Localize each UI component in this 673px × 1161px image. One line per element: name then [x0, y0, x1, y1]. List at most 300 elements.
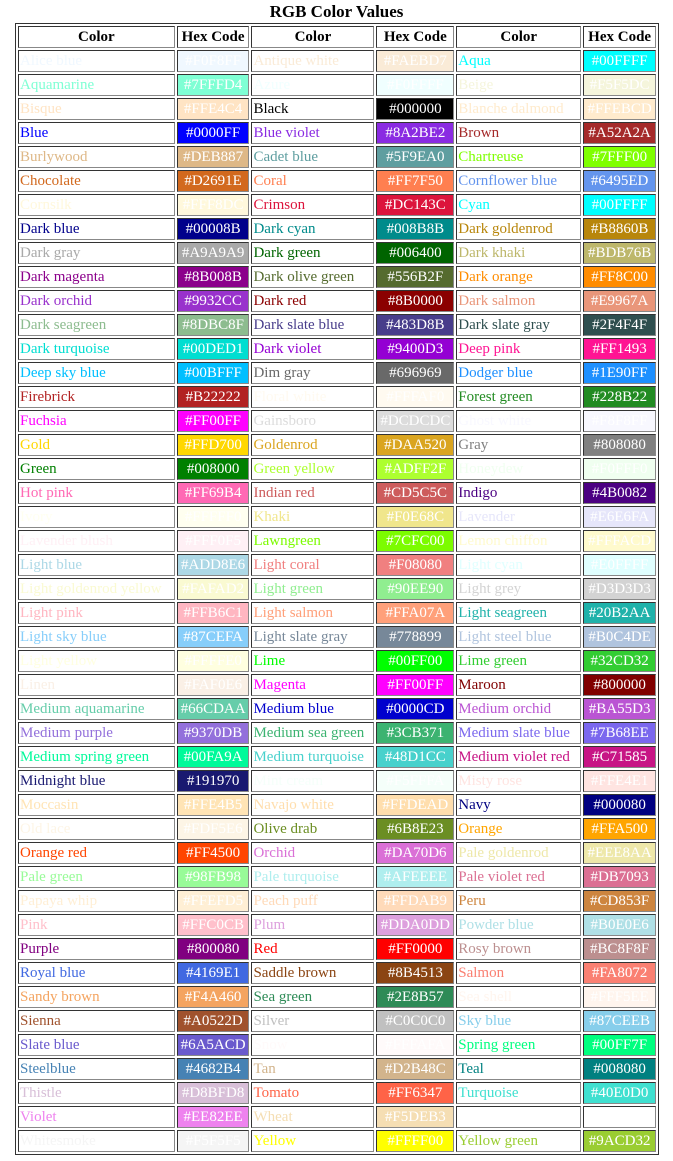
- color-name-cell: Moccasin: [18, 794, 175, 816]
- hex-code-cell: #FFD700: [177, 434, 250, 456]
- hex-code-cell: #FFFAFA: [376, 1034, 454, 1056]
- hex-code-cell: #9400D3: [376, 338, 454, 360]
- color-name-cell: Indigo: [456, 482, 581, 504]
- table-row: [18, 770, 656, 792]
- hex-code-cell: #F0E68C: [376, 506, 454, 528]
- color-name-cell: Saddle brown: [251, 962, 374, 984]
- hex-code-cell: #A0522D: [177, 1010, 250, 1032]
- hex-code-cell: #D3D3D3: [583, 578, 656, 600]
- color-name-cell: Magenta: [251, 674, 374, 696]
- hex-code-cell: #FF4500: [177, 842, 250, 864]
- color-table: [15, 23, 659, 1155]
- color-name-cell: Light cyan: [456, 554, 581, 576]
- hex-code-cell: #B0E0E6: [583, 914, 656, 936]
- color-name-cell: Gainsboro: [251, 410, 374, 432]
- table-row: [18, 1058, 656, 1080]
- color-name-cell: Spring green: [456, 1034, 581, 1056]
- color-name-cell: [456, 1106, 581, 1128]
- table-row: [18, 842, 656, 864]
- color-name-cell: Chartreuse: [456, 146, 581, 168]
- hex-code-cell: #228B22: [583, 386, 656, 408]
- color-name-cell: Mint cream: [251, 770, 374, 792]
- table-row: [18, 194, 656, 216]
- color-name-cell: Royal blue: [18, 962, 175, 984]
- table-row: [18, 818, 656, 840]
- color-name-cell: Sienna: [18, 1010, 175, 1032]
- color-name-cell: Old lace: [18, 818, 175, 840]
- color-name-cell: Light salmon: [251, 602, 374, 624]
- color-name-cell: Light yellow: [18, 650, 175, 672]
- table-row: [18, 410, 656, 432]
- hex-code-cell: #FF00FF: [376, 674, 454, 696]
- color-name-cell: Lawngreen: [251, 530, 374, 552]
- hex-code-cell: #FFE4C4: [177, 98, 250, 120]
- color-name-cell: Navy: [456, 794, 581, 816]
- table-row: [18, 146, 656, 168]
- hex-code-cell: #FFC0CB: [177, 914, 250, 936]
- color-name-cell: Turquoise: [456, 1082, 581, 1104]
- header-hex: Hex Code: [583, 26, 656, 48]
- table-row: [18, 722, 656, 744]
- color-name-cell: Coral: [251, 170, 374, 192]
- color-name-cell: Lemon chiffon: [456, 530, 581, 552]
- header-hex: Hex Code: [177, 26, 250, 48]
- hex-code-cell: #F5DEB3: [376, 1106, 454, 1128]
- color-name-cell: Crimson: [251, 194, 374, 216]
- hex-code-cell: #800000: [583, 674, 656, 696]
- table-row: [18, 866, 656, 888]
- color-name-cell: Light grey: [456, 578, 581, 600]
- color-name-cell: Chocolate: [18, 170, 175, 192]
- table-row: [18, 938, 656, 960]
- hex-code-cell: #BA55D3: [583, 698, 656, 720]
- hex-code-cell: #BDB76B: [583, 242, 656, 264]
- hex-code-cell: #F0FFFF: [376, 74, 454, 96]
- hex-code-cell: #696969: [376, 362, 454, 384]
- color-name-cell: Dim gray: [251, 362, 374, 384]
- hex-code-cell: #F4A460: [177, 986, 250, 1008]
- table-row: [18, 338, 656, 360]
- hex-code-cell: #F8F8FF: [583, 410, 656, 432]
- color-name-cell: Ghost white: [456, 410, 581, 432]
- table-row: [18, 578, 656, 600]
- hex-code-cell: #BC8F8F: [583, 938, 656, 960]
- table-row: [18, 794, 656, 816]
- table-row: [18, 266, 656, 288]
- color-name-cell: Burlywood: [18, 146, 175, 168]
- hex-code-cell: #EEE8AA: [583, 842, 656, 864]
- hex-code-cell: #20B2AA: [583, 602, 656, 624]
- hex-code-cell: #DAA520: [376, 434, 454, 456]
- hex-code-cell: #4169E1: [177, 962, 250, 984]
- color-name-cell: Pale violet red: [456, 866, 581, 888]
- color-name-cell: Bisque: [18, 98, 175, 120]
- color-name-cell: Light sky blue: [18, 626, 175, 648]
- hex-code-cell: #00FF7F: [583, 1034, 656, 1056]
- hex-code-cell: #E9967A: [583, 290, 656, 312]
- hex-code-cell: #FFFF00: [376, 1130, 454, 1152]
- color-name-cell: Goldenrod: [251, 434, 374, 456]
- hex-code-cell: #6A5ACD: [177, 1034, 250, 1056]
- color-name-cell: Blue violet: [251, 122, 374, 144]
- color-name-cell: Dark orange: [456, 266, 581, 288]
- hex-code-cell: #F5FFFA: [376, 770, 454, 792]
- hex-code-cell: #9370DB: [177, 722, 250, 744]
- color-name-cell: Black: [251, 98, 374, 120]
- color-name-cell: Brown: [456, 122, 581, 144]
- hex-code-cell: #D8BFD8: [177, 1082, 250, 1104]
- color-name-cell: Teal: [456, 1058, 581, 1080]
- color-name-cell: Red: [251, 938, 374, 960]
- color-name-cell: Light blue: [18, 554, 175, 576]
- hex-code-cell: #66CDAA: [177, 698, 250, 720]
- color-name-cell: Dark red: [251, 290, 374, 312]
- header-color: Color: [456, 26, 581, 48]
- hex-code-cell: #0000CD: [376, 698, 454, 720]
- table-row: [18, 554, 656, 576]
- hex-code-cell: #00DED1: [177, 338, 250, 360]
- color-name-cell: Beige: [456, 74, 581, 96]
- color-name-cell: Green: [18, 458, 175, 480]
- hex-code-cell: #CD5C5C: [376, 482, 454, 504]
- hex-code-cell: #FFEFD5: [177, 890, 250, 912]
- hex-code-cell: #8B008B: [177, 266, 250, 288]
- color-name-cell: Azure: [251, 74, 374, 96]
- hex-code-cell: #EE82EE: [177, 1106, 250, 1128]
- table-row: [18, 218, 656, 240]
- color-name-cell: Blanche dalmond: [456, 98, 581, 120]
- color-name-cell: Cornsilk: [18, 194, 175, 216]
- hex-code-cell: #4682B4: [177, 1058, 250, 1080]
- color-name-cell: Dark olive green: [251, 266, 374, 288]
- color-name-cell: Pink: [18, 914, 175, 936]
- table-row: [18, 386, 656, 408]
- table-row: [18, 914, 656, 936]
- header-hex: Hex Code: [376, 26, 454, 48]
- color-name-cell: Dark khaki: [456, 242, 581, 264]
- hex-code-cell: #5F9EA0: [376, 146, 454, 168]
- color-name-cell: Fuchsia: [18, 410, 175, 432]
- hex-code-cell: #008B8B: [376, 218, 454, 240]
- hex-code-cell: #C0C0C0: [376, 1010, 454, 1032]
- color-name-cell: Navajo white: [251, 794, 374, 816]
- color-name-cell: Pale green: [18, 866, 175, 888]
- hex-code-cell: #FA8072: [583, 962, 656, 984]
- hex-code-cell: #CD853F: [583, 890, 656, 912]
- color-name-cell: Olive drab: [251, 818, 374, 840]
- color-name-cell: Powder blue: [456, 914, 581, 936]
- hex-code-cell: #8A2BE2: [376, 122, 454, 144]
- color-name-cell: Dark goldenrod: [456, 218, 581, 240]
- hex-code-cell: #ADD8E6: [177, 554, 250, 576]
- hex-code-cell: #FFF5EE: [583, 986, 656, 1008]
- table-row: [18, 1106, 656, 1128]
- hex-code-cell: #00FFFF: [583, 50, 656, 72]
- color-name-cell: Light coral: [251, 554, 374, 576]
- header-row: [18, 26, 656, 48]
- hex-code-cell: #FF00FF: [177, 410, 250, 432]
- color-name-cell: Deep pink: [456, 338, 581, 360]
- color-name-cell: Dodger blue: [456, 362, 581, 384]
- table-row: [18, 50, 656, 72]
- table-row: [18, 242, 656, 264]
- hex-code-cell: #FFB6C1: [177, 602, 250, 624]
- color-name-cell: Dark cyan: [251, 218, 374, 240]
- color-name-cell: Cadet blue: [251, 146, 374, 168]
- color-name-cell: Medium blue: [251, 698, 374, 720]
- color-name-cell: Tomato: [251, 1082, 374, 1104]
- color-name-cell: Yellow green: [456, 1130, 581, 1152]
- color-name-cell: Sky blue: [456, 1010, 581, 1032]
- color-name-cell: Sandy brown: [18, 986, 175, 1008]
- hex-code-cell: #B22222: [177, 386, 250, 408]
- hex-code-cell: #4B0082: [583, 482, 656, 504]
- hex-code-cell: #FFF0F5: [177, 530, 250, 552]
- hex-code-cell: #DCDCDC: [376, 410, 454, 432]
- color-name-cell: Whitesmoke: [18, 1130, 175, 1152]
- color-name-cell: Indian red: [251, 482, 374, 504]
- color-name-cell: Light green: [251, 578, 374, 600]
- hex-code-cell: #32CD32: [583, 650, 656, 672]
- color-name-cell: Aqua: [456, 50, 581, 72]
- hex-code-cell: #FFF8DC: [177, 194, 250, 216]
- hex-code-cell: #DEB887: [177, 146, 250, 168]
- hex-code-cell: #7B68EE: [583, 722, 656, 744]
- hex-code-cell: #006400: [376, 242, 454, 264]
- table-row: [18, 1010, 656, 1032]
- table-row: [18, 506, 656, 528]
- hex-code-cell: #483D8B: [376, 314, 454, 336]
- color-name-cell: Lavender: [456, 506, 581, 528]
- color-name-cell: Light pink: [18, 602, 175, 624]
- hex-code-cell: #FFA07A: [376, 602, 454, 624]
- color-name-cell: Dark seagreen: [18, 314, 175, 336]
- table-row: [18, 98, 656, 120]
- hex-code-cell: #00FFFF: [583, 194, 656, 216]
- hex-code-cell: #8B0000: [376, 290, 454, 312]
- hex-code-cell: #87CEFA: [177, 626, 250, 648]
- color-name-cell: Thistle: [18, 1082, 175, 1104]
- hex-code-cell: #FF6347: [376, 1082, 454, 1104]
- color-name-cell: Peach puff: [251, 890, 374, 912]
- color-name-cell: Gray: [456, 434, 581, 456]
- hex-code-cell: #9932CC: [177, 290, 250, 312]
- hex-code-cell: #2F4F4F: [583, 314, 656, 336]
- header-color: Color: [251, 26, 374, 48]
- color-name-cell: Rosy brown: [456, 938, 581, 960]
- hex-code-cell: #FFFAF0: [376, 386, 454, 408]
- color-name-cell: Honeydew: [456, 458, 581, 480]
- color-name-cell: Green yellow: [251, 458, 374, 480]
- color-name-cell: Medium sea green: [251, 722, 374, 744]
- table-row: [18, 1034, 656, 1056]
- hex-code-cell: #FFDAB9: [376, 890, 454, 912]
- color-name-cell: Dark violet: [251, 338, 374, 360]
- hex-code-cell: #2E8B57: [376, 986, 454, 1008]
- hex-code-cell: #AFEEEE: [376, 866, 454, 888]
- color-name-cell: Pale goldenrod: [456, 842, 581, 864]
- color-name-cell: Lime green: [456, 650, 581, 672]
- table-row: [18, 626, 656, 648]
- hex-code-cell: #C71585: [583, 746, 656, 768]
- page-title: RGB Color Values: [269, 2, 404, 21]
- hex-code-cell: #40E0D0: [583, 1082, 656, 1104]
- hex-code-cell: #A52A2A: [583, 122, 656, 144]
- hex-code-cell: #DB7093: [583, 866, 656, 888]
- hex-code-cell: #FF8C00: [583, 266, 656, 288]
- table-row: [18, 314, 656, 336]
- color-name-cell: Peru: [456, 890, 581, 912]
- color-name-cell: Dark salmon: [456, 290, 581, 312]
- hex-code-cell: #00BFFF: [177, 362, 250, 384]
- table-row: [18, 290, 656, 312]
- hex-code-cell: #FFFFE0: [177, 650, 250, 672]
- hex-code-cell: #FFDEAD: [376, 794, 454, 816]
- hex-code-cell: #F08080: [376, 554, 454, 576]
- color-name-cell: Aquamarine: [18, 74, 175, 96]
- hex-code-cell: #FFE4B5: [177, 794, 250, 816]
- hex-code-cell: #800080: [177, 938, 250, 960]
- hex-code-cell: #B8860B: [583, 218, 656, 240]
- color-name-cell: Medium orchid: [456, 698, 581, 720]
- hex-code-cell: #B0C4DE: [583, 626, 656, 648]
- hex-code-cell: #778899: [376, 626, 454, 648]
- hex-code-cell: #808080: [583, 434, 656, 456]
- table-row: [18, 458, 656, 480]
- color-name-cell: Cyan: [456, 194, 581, 216]
- color-name-cell: Orchid: [251, 842, 374, 864]
- color-name-cell: Tan: [251, 1058, 374, 1080]
- color-name-cell: Dark turquoise: [18, 338, 175, 360]
- table-row: [18, 434, 656, 456]
- color-name-cell: Purple: [18, 938, 175, 960]
- color-name-cell: Alice blue: [18, 50, 175, 72]
- color-name-cell: Violet: [18, 1106, 175, 1128]
- hex-code-cell: #FF69B4: [177, 482, 250, 504]
- color-name-cell: Steelblue: [18, 1058, 175, 1080]
- hex-code-cell: #90EE90: [376, 578, 454, 600]
- color-name-cell: Dark magenta: [18, 266, 175, 288]
- color-name-cell: Misty rose: [456, 770, 581, 792]
- hex-code-cell: #008000: [177, 458, 250, 480]
- hex-code-cell: #D2691E: [177, 170, 250, 192]
- hex-code-cell: #7FFFD4: [177, 74, 250, 96]
- hex-code-cell: #7CFC00: [376, 530, 454, 552]
- color-name-cell: Cornflower blue: [456, 170, 581, 192]
- hex-code-cell: #FAFAD2: [177, 578, 250, 600]
- color-name-cell: Medium aquamarine: [18, 698, 175, 720]
- table-row: [18, 890, 656, 912]
- table-row: [18, 122, 656, 144]
- hex-code-cell: #98FB98: [177, 866, 250, 888]
- hex-code-cell: #008080: [583, 1058, 656, 1080]
- color-name-cell: Light goldenrod yellow: [18, 578, 175, 600]
- hex-code-cell: #8B4513: [376, 962, 454, 984]
- hex-code-cell: #DDA0DD: [376, 914, 454, 936]
- color-name-cell: Medium turquoise: [251, 746, 374, 768]
- hex-code-cell: #ADFF2F: [376, 458, 454, 480]
- hex-code-cell: #E6E6FA: [583, 506, 656, 528]
- hex-code-cell: #556B2F: [376, 266, 454, 288]
- color-name-cell: Pale turquoise: [251, 866, 374, 888]
- hex-code-cell: #FFE4E1: [583, 770, 656, 792]
- hex-code-cell: #00008B: [177, 218, 250, 240]
- color-name-cell: Forest green: [456, 386, 581, 408]
- color-name-cell: Silver: [251, 1010, 374, 1032]
- hex-code-cell: #FFFFF0: [177, 506, 250, 528]
- hex-code-cell: #0000FF: [177, 122, 250, 144]
- table-row: [18, 746, 656, 768]
- hex-code-cell: #87CEEB: [583, 1010, 656, 1032]
- color-name-cell: Midnight blue: [18, 770, 175, 792]
- table-row: [18, 170, 656, 192]
- table-row: [18, 482, 656, 504]
- color-name-cell: Yellow: [251, 1130, 374, 1152]
- color-name-cell: Medium spring green: [18, 746, 175, 768]
- color-name-cell: Dark slate gray: [456, 314, 581, 336]
- header-color: Color: [18, 26, 175, 48]
- color-name-cell: Sea green: [251, 986, 374, 1008]
- color-name-cell: Dark gray: [18, 242, 175, 264]
- hex-code-cell: #191970: [177, 770, 250, 792]
- hex-code-cell: #F0FFF0: [583, 458, 656, 480]
- color-name-cell: Light slate gray: [251, 626, 374, 648]
- color-name-cell: Salmon: [456, 962, 581, 984]
- table-row: [18, 986, 656, 1008]
- color-name-cell: Dark orchid: [18, 290, 175, 312]
- color-name-cell: Lavender blush: [18, 530, 175, 552]
- color-name-cell: Dark slate blue: [251, 314, 374, 336]
- hex-code-cell: #FDF5E6: [177, 818, 250, 840]
- hex-code-cell: #48D1CC: [376, 746, 454, 768]
- color-name-cell: Slate blue: [18, 1034, 175, 1056]
- color-name-cell: Gold: [18, 434, 175, 456]
- color-name-cell: Plum: [251, 914, 374, 936]
- table-row: [18, 530, 656, 552]
- hex-code-cell: #F0F8FF: [177, 50, 250, 72]
- table-row: [18, 74, 656, 96]
- table-row: [18, 602, 656, 624]
- hex-code-cell: #FAF0E6: [177, 674, 250, 696]
- hex-code-cell: #000000: [376, 98, 454, 120]
- color-name-cell: Papaya whip: [18, 890, 175, 912]
- hex-code-cell: #FF7F50: [376, 170, 454, 192]
- hex-code-cell: #FFFACD: [583, 530, 656, 552]
- hex-code-cell: #DA70D6: [376, 842, 454, 864]
- table-row: [18, 1082, 656, 1104]
- table-row: [18, 650, 656, 672]
- hex-code-cell: #FF1493: [583, 338, 656, 360]
- color-name-cell: Firebrick: [18, 386, 175, 408]
- color-name-cell: Blue: [18, 122, 175, 144]
- hex-code-cell: #D2B48C: [376, 1058, 454, 1080]
- color-name-cell: Lime: [251, 650, 374, 672]
- table-row: [18, 962, 656, 984]
- hex-code-cell: #FFA500: [583, 818, 656, 840]
- color-name-cell: Dark green: [251, 242, 374, 264]
- hex-code-cell: #00FA9A: [177, 746, 250, 768]
- color-name-cell: Linen: [18, 674, 175, 696]
- hex-code-cell: #FAEBD7: [376, 50, 454, 72]
- hex-code-cell: #8DBC8F: [177, 314, 250, 336]
- hex-code-cell: #3CB371: [376, 722, 454, 744]
- hex-code-cell: #00FF00: [376, 650, 454, 672]
- hex-code-cell: #F5F5DC: [583, 74, 656, 96]
- hex-code-cell: #9ACD32: [583, 1130, 656, 1152]
- color-name-cell: Hot pink: [18, 482, 175, 504]
- color-name-cell: Wheat: [251, 1106, 374, 1128]
- color-name-cell: Dark blue: [18, 218, 175, 240]
